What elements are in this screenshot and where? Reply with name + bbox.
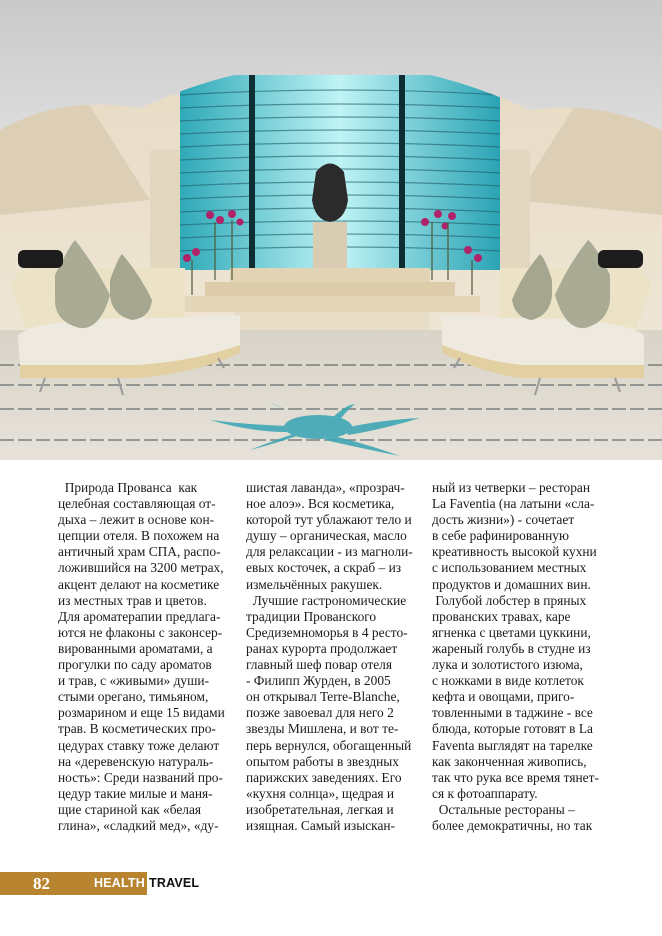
text-line: прованских травах, каре [432,608,571,624]
text-line: ность»: Среди названий про- [58,769,223,785]
text-line: продуктов и домашних вин. [432,576,591,592]
article-column-1 [58,480,240,834]
text-line: Средиземноморья в 4 ресто- [246,624,408,640]
text-line: главный шеф повар отеля [246,657,393,673]
text-line: жареный голубь в студне из [432,640,591,656]
text-line: ягненка с цветами цуккини, [432,624,591,640]
text-line: целебная составляющая от- [58,496,216,512]
text-line: с ножками в виде котлеток [432,673,584,689]
text-line: традиции Прованского [246,608,377,624]
text-line: так что рука все время тянет- [432,769,599,785]
text-line: кефта и овощами, приго- [432,689,575,705]
text-line: Для ароматерапии предлага- [58,608,221,624]
text-line: позже завоевал для него 2 [246,705,394,721]
text-line: стыми орегано, тимьяном, [58,689,209,705]
text-line: с использованием местных [432,560,587,576]
text-line: шистая лаванда», «прозрач- [246,480,405,495]
text-line: ное алоэ». Вся косметика, [246,496,395,512]
text-line: он открывал Terre-Blanche, [246,689,400,705]
text-line: креативность высокой кухни [432,544,597,560]
text-line: - Филипп Журден, в 2005 [246,673,391,689]
text-line: товленными в таджине - все [432,705,593,721]
text-line: Faventa выглядят на тарелке [432,737,593,753]
text-line: на «деревенскую натураль- [58,753,214,769]
text-line: Лучшие гастрономические [246,592,407,608]
text-line: акцент делают на косметике [58,576,220,592]
text-line: цедур такие милые и маня- [58,785,213,801]
magazine-brand-travel: TRAVEL [149,876,200,890]
text-line: парижских заведениях. Его [246,769,402,785]
text-line: дость жизни») - сочетает [432,512,575,528]
text-line: глина», «сладкий мед», «ду- [58,817,219,833]
text-line: дыха – лежит в основе кон- [58,512,215,528]
text-line: звезды Мишлена, и вот те- [246,721,399,737]
text-line: блюда, которые готовят в La [432,721,593,737]
text-line: La Faventia (на латыни «сла- [432,496,595,512]
text-line: ложившийся на 3200 метрах, [58,560,224,576]
text-line: ся к фотоаппарату. [432,785,538,801]
text-line: лука и золотистого изюма, [432,657,583,673]
text-line: прогулки по саду ароматов [58,657,212,673]
text-line: опытом работы в звездных [246,753,399,769]
text-line: изобретательная, легкая и [246,801,394,817]
text-line: цепции отеля. В похожем на [58,528,220,544]
text-line: как законченная живопись, [432,753,587,769]
text-line: античный храм СПА, распо- [58,544,221,560]
text-line: перь вернулся, обогащенный [246,737,412,753]
text-line: щие стариной как «белая [58,801,202,817]
text-line: ный из четверки – ресторан [432,480,591,495]
page-number: 82 [33,874,50,893]
text-line: цедурах ставку тоже делают [58,737,220,753]
text-line: Голубой лобстер в пряных [432,592,587,608]
text-line: для релаксации - из магноли- [246,544,413,560]
text-line: трав. В косметических про- [58,721,216,737]
spa-lobby-photo [0,0,662,460]
text-line: Природа Прованса как [58,480,198,495]
text-line: из местных трав и цветов. [58,592,207,608]
text-line: которой тут ублажают тело и [246,512,412,528]
text-line: евых косточек, а скраб – из [246,560,402,576]
text-line: и трав, с «живыми» души- [58,673,210,689]
text-line: измельчённых ракушек. [246,576,383,592]
text-line: в себе рафинированную [432,528,569,544]
text-line: душу – органическая, масло [246,528,407,544]
text-line: ются не флаконы с законсер- [58,624,223,640]
magazine-brand-health: HEALTH [94,876,145,890]
text-line: «кухня солнца», щедрая и [246,785,395,801]
text-line: изящная. Самый изыскан- [246,817,396,833]
text-line: розмарином и еще 15 видами [58,705,225,721]
article-column-3 [432,480,614,834]
text-line: вированными ароматами, а [58,640,213,656]
article-column-2 [246,480,428,834]
text-line: ранах курорта продолжает [246,640,398,656]
text-line: Остальные рестораны – [432,801,575,817]
text-line: более демократичны, но так [432,817,593,833]
